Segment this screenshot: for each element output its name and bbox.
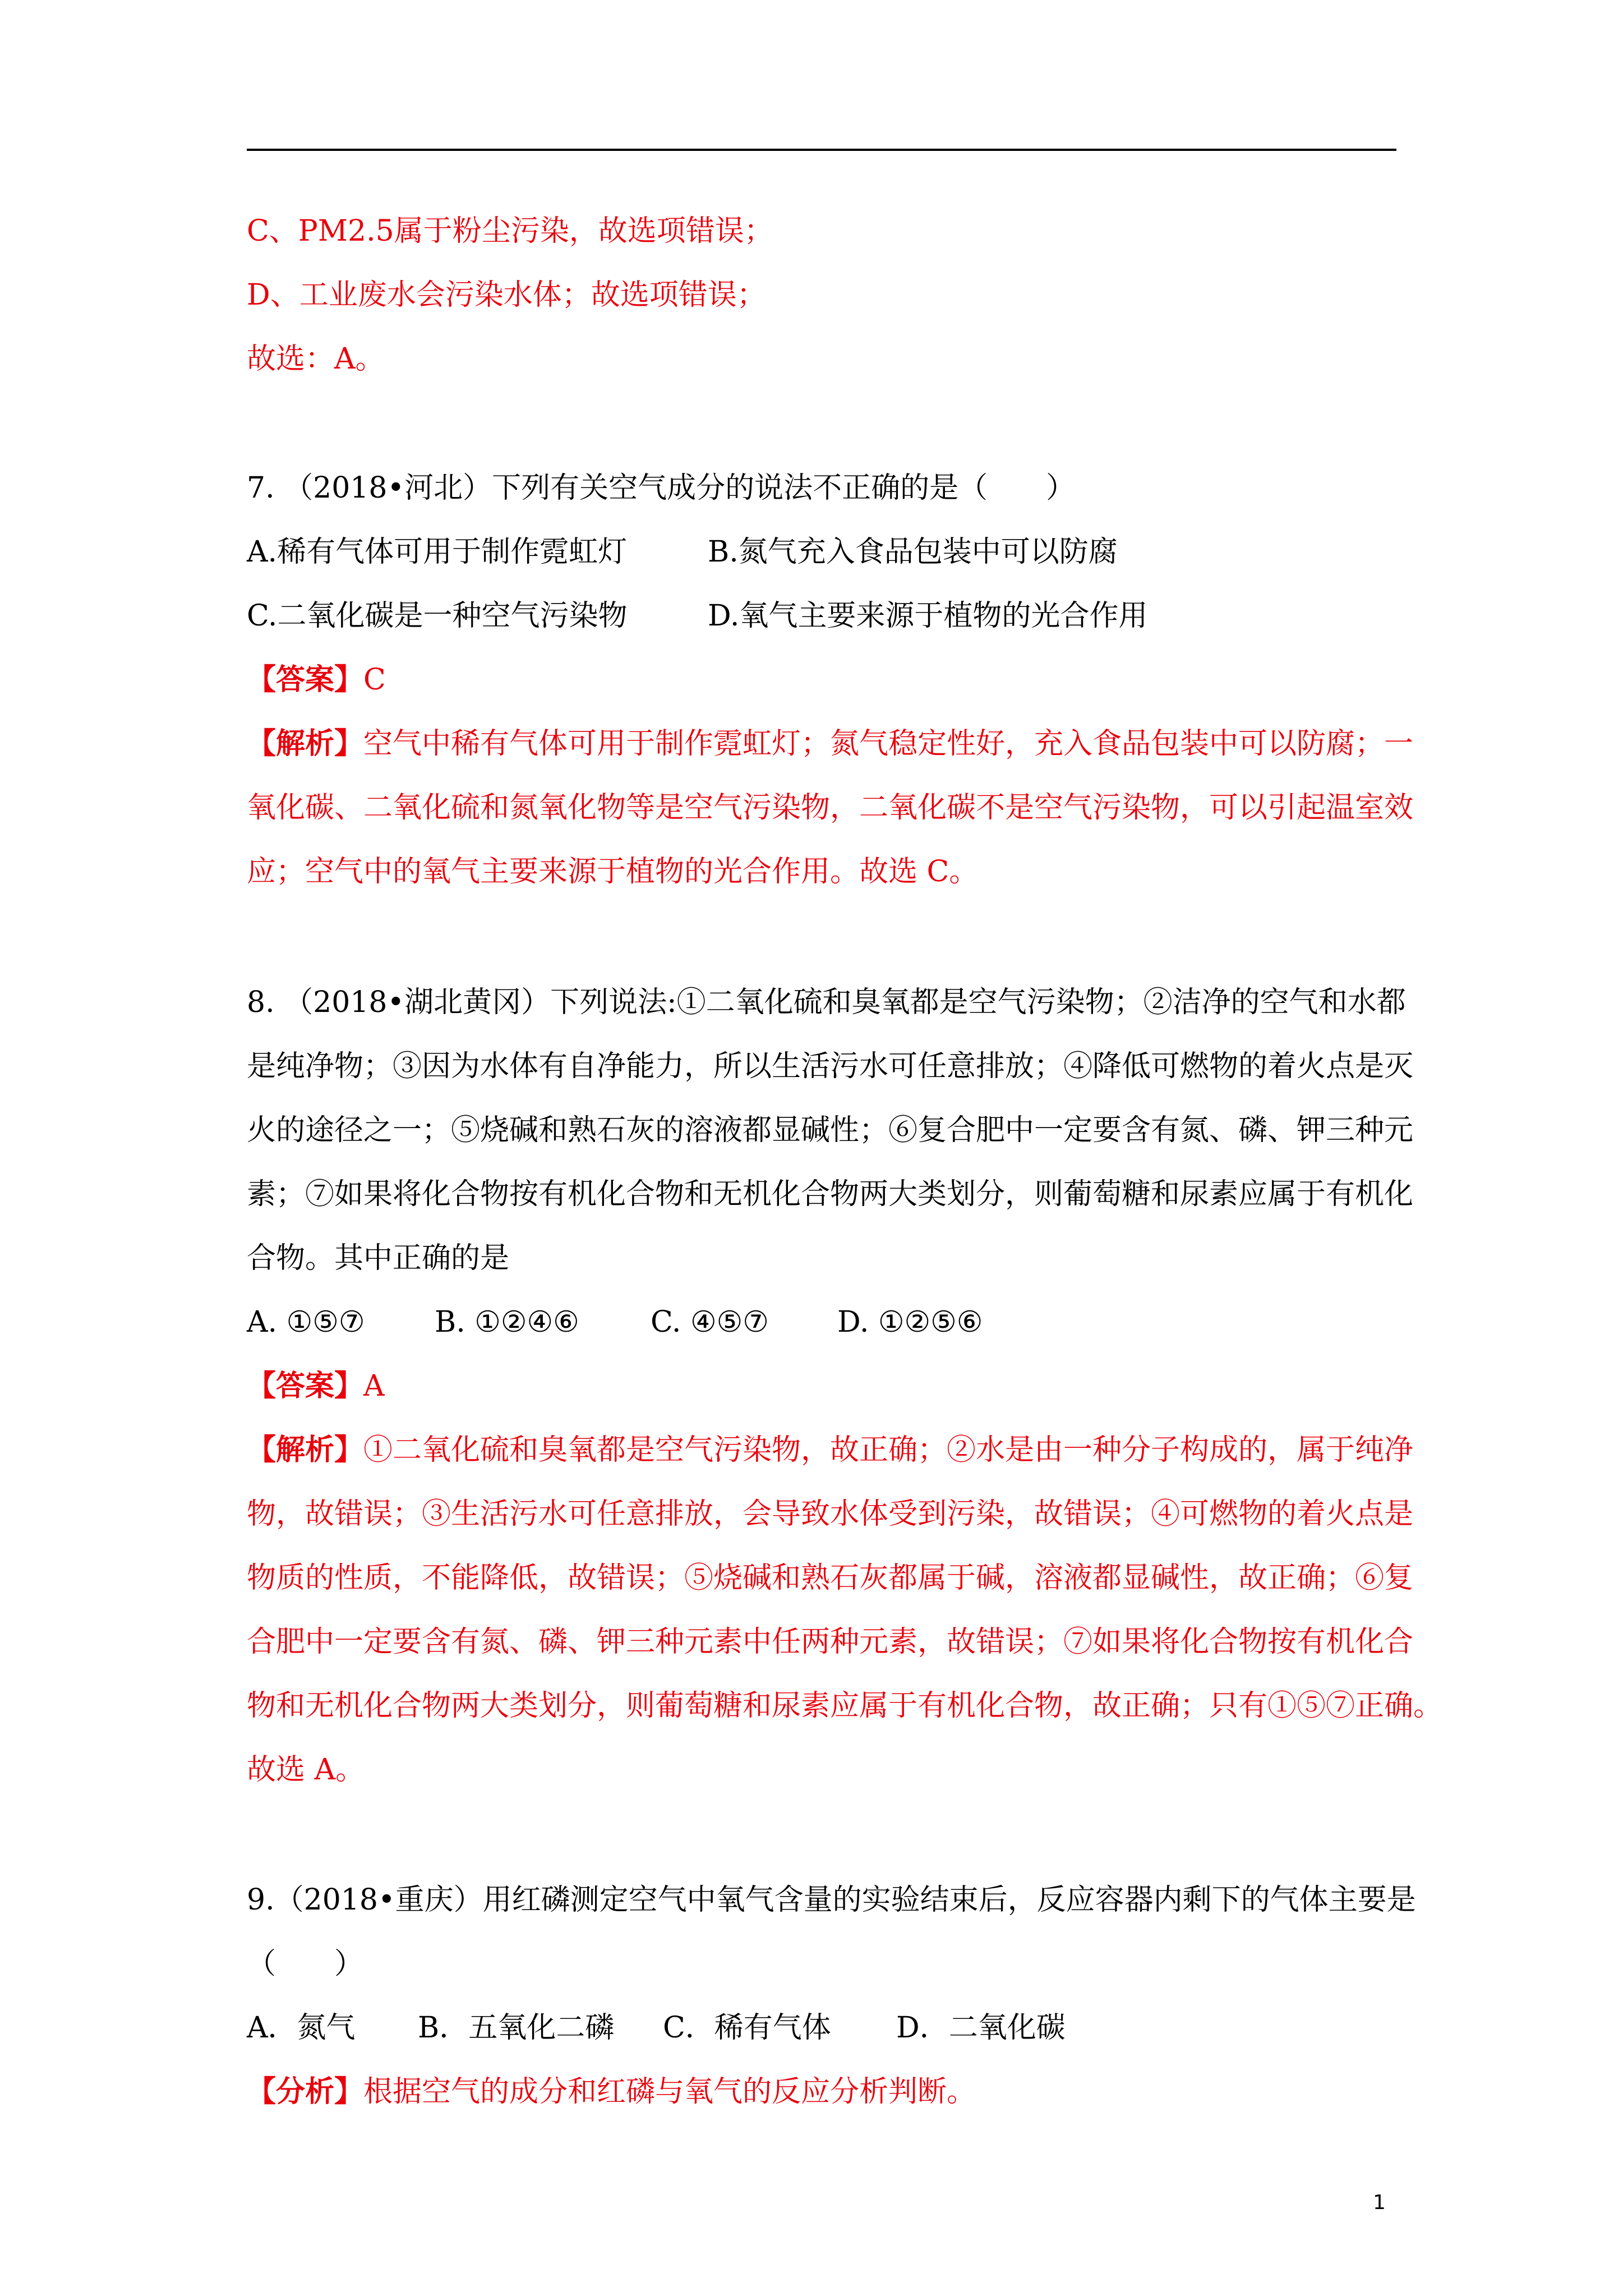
q8-stem-line-4: 素；⑦如果将化合物按有机化合物和无机化合物两大类划分，则葡萄糖和尿素应属于有机化 <box>247 1177 1414 1211</box>
q8-analysis-line-2: 物，故错误；③生活污水可任意排放，会导致水体受到污染，故错误；④可燃物的着火点是 <box>247 1497 1414 1531</box>
q7-option-c: C.二氧化碳是一种空气污染物 <box>247 599 628 633</box>
q8-analysis-tag: 【解析】 <box>247 1433 364 1467</box>
q9-option-a: A．氮气 <box>247 2011 356 2045</box>
q9-stem-line-2: （ ） <box>247 1947 364 1981</box>
q7-answer-value: C <box>363 663 386 697</box>
q9-option-c: C．稀有气体 <box>663 2011 831 2045</box>
q7-analysis-tag: 【解析】 <box>247 726 364 761</box>
q8-analysis-line-4: 合肥中一定要含有氮、磷、钾三种元素中任两种元素，故错误；⑦如果将化合物按有机化合 <box>247 1625 1414 1659</box>
q8-option-c: C. ④⑤⑦ <box>651 1305 769 1339</box>
q7-option-a: A.稀有气体可用于制作霓虹灯 <box>247 535 628 569</box>
q9-option-b: B．五氧化二磷 <box>418 2011 615 2045</box>
q8-answer-tag: 【答案】 <box>247 1369 364 1403</box>
q8-option-d: D. ①②⑤⑥ <box>837 1305 983 1339</box>
page-number: 1 <box>1373 2191 1386 2214</box>
q6-option-c-explanation: C、PM2.5属于粉尘污染，故选项错误； <box>247 214 773 248</box>
q9-analysis-tag: 【分析】 <box>247 2074 364 2109</box>
q7-option-b: B.氮气充入食品包装中可以防腐 <box>708 535 1118 569</box>
q7-answer-tag: 【答案】 <box>247 662 364 697</box>
q8-analysis-line-1: 【解析】①二氧化硫和臭氧都是空气污染物，故正确；②水是由一种分子构成的，属于纯净 <box>247 1433 1414 1467</box>
q7-answer <box>247 662 386 698</box>
q8-answer-value: A <box>363 1369 385 1403</box>
q9-option-d: D．二氧化碳 <box>896 2011 1066 2045</box>
q6-option-d-explanation: D、工业废水会污染水体；故选项错误； <box>247 278 766 312</box>
q7-option-d: D.氧气主要来源于植物的光合作用 <box>708 599 1148 633</box>
q9-stem-line-1: 9.（2018•重庆）用红磷测定空气中氧气含量的实验结束后，反应容器内剩下的气体主要是 <box>247 1883 1416 1917</box>
header-rule <box>247 149 1396 151</box>
q8-stem-line-2: 是纯净物；③因为水体有自净能力，所以生活污水可任意排放；④降低可燃物的着火点是灭 <box>247 1050 1414 1083</box>
q8-stem-line-3: 火的途径之一；⑤烧碱和熟石灰的溶液都显碱性；⑥复合肥中一定要含有氮、磷、钾三种元 <box>247 1114 1414 1147</box>
q6-conclusion: 故选：A。 <box>247 342 385 376</box>
q9-analysis: 【分析】根据空气的成分和红磷与氧气的反应分析判断。 <box>247 2074 976 2109</box>
q7-analysis-line-3: 应；空气中的氧气主要来源于植物的光合作用。故选 C。 <box>247 855 979 889</box>
q8-option-b: B. ①②④⑥ <box>435 1305 579 1339</box>
q7-analysis-line-2: 氧化碳、二氧化硫和氮氧化物等是空气污染物，二氧化碳不是空气污染物，可以引起温室效 <box>247 791 1414 825</box>
q8-stem-line-5: 合物。其中正确的是 <box>247 1241 510 1275</box>
q7-stem: 7. （2018•河北）下列有关空气成分的说法不正确的是（ ） <box>247 471 1076 505</box>
q8-analysis-line-3: 物质的性质，不能降低，故错误；⑤烧碱和熟石灰都属于碱，溶液都显碱性，故正确；⑥复 <box>247 1561 1414 1595</box>
q8-stem-line-1: 8. （2018•湖北黄冈）下列说法:①二氧化硫和臭氧都是空气污染物；②洁净的空气和水都 <box>247 986 1406 1019</box>
q8-analysis-line-6: 故选 A。 <box>247 1753 365 1787</box>
q8-option-a: A. ①⑤⑦ <box>247 1305 365 1339</box>
q7-analysis-line-1: 【解析】空气中稀有气体可用于制作霓虹灯；氮气稳定性好，充入食品包装中可以防腐；一 <box>247 726 1414 761</box>
q8-analysis-line-5: 物和无机化合物两大类划分，则葡萄糖和尿素应属于有机化合物，故正确；只有①⑤⑦正确。 <box>247 1689 1443 1723</box>
q8-answer <box>247 1368 385 1404</box>
